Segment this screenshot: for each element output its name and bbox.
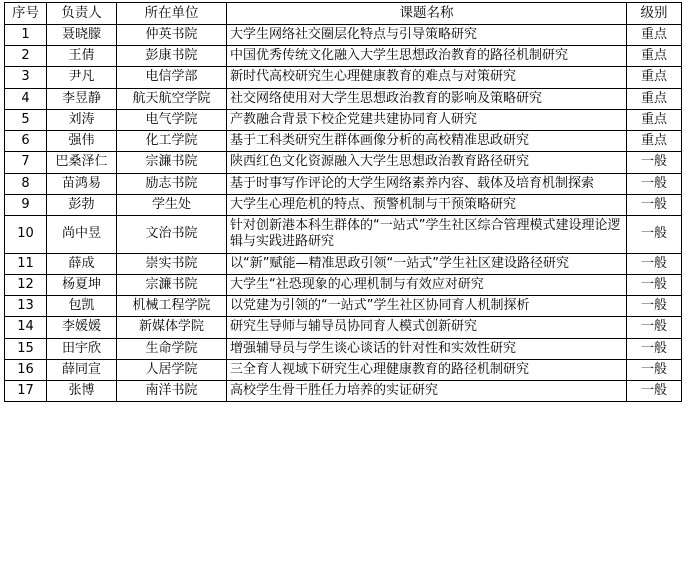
cell-level: 重点 [627,24,682,45]
cell-level: 一般 [627,173,682,194]
cell-level: 重点 [627,46,682,67]
cell-seq: 2 [5,46,47,67]
cell-level: 一般 [627,194,682,215]
cell-title: 增强辅导员与学生谈心谈话的针对性和实效性研究 [227,338,627,359]
table-row [5,24,682,45]
cell-level: 一般 [627,338,682,359]
cell-title: 针对创新港本科生群体的“一站式”学生社区综合管理模式建设理论逻辑与实践进路研究 [227,216,627,254]
cell-name: 薛成 [47,253,117,274]
cell-level: 重点 [627,109,682,130]
cell-unit: 宗濂书院 [117,274,227,295]
cell-title: 高校学生骨干胜任力培养的实证研究 [227,381,627,402]
cell-title: 三全育人视域下研究生心理健康教育的路径机制研究 [227,359,627,380]
table-row [5,152,682,173]
table-row [5,109,682,130]
cell-unit: 崇实书院 [117,253,227,274]
cell-name: 巴桑泽仁 [47,152,117,173]
cell-name: 张博 [47,381,117,402]
cell-title: 大学生心理危机的特点、预警机制与干预策略研究 [227,194,627,215]
cell-name: 杨夏坤 [47,274,117,295]
cell-level: 一般 [627,296,682,317]
cell-title: 研究生导师与辅导员协同育人模式创新研究 [227,317,627,338]
cell-name: 王倩 [47,46,117,67]
column-header-name: 负责人 [47,3,117,25]
cell-name: 尚中昱 [47,216,117,254]
cell-title: 以党建为引领的“一站式”学生社区协同育人机制探析 [227,296,627,317]
table-row [5,359,682,380]
cell-name: 包凯 [47,296,117,317]
table-row [5,317,682,338]
document-page [0,2,687,567]
column-header-level: 级别 [627,3,682,25]
cell-level: 一般 [627,216,682,254]
cell-unit: 生命学院 [117,338,227,359]
cell-unit: 学生处 [117,194,227,215]
table-row [5,88,682,109]
cell-level: 一般 [627,152,682,173]
cell-title: 基于时事写作评论的大学生网络素养内容、载体及培育机制探索 [227,173,627,194]
cell-title: 以“新”赋能—精准思政引领“一站式”学生社区建设路径研究 [227,253,627,274]
cell-level: 重点 [627,67,682,88]
cell-title: 产教融合背景下校企党建共建协同育人研究 [227,109,627,130]
table-row [5,296,682,317]
cell-unit: 机械工程学院 [117,296,227,317]
cell-seq: 6 [5,131,47,152]
table-row [5,131,682,152]
cell-level: 一般 [627,317,682,338]
cell-title: 陕西红色文化资源融入大学生思想政治教育路径研究 [227,152,627,173]
table-row [5,274,682,295]
cell-level: 一般 [627,359,682,380]
cell-unit: 新媒体学院 [117,317,227,338]
cell-title: 中国优秀传统文化融入大学生思想政治教育的路径机制研究 [227,46,627,67]
cell-name: 彭勃 [47,194,117,215]
cell-seq: 11 [5,253,47,274]
cell-name: 田宇欣 [47,338,117,359]
cell-seq: 16 [5,359,47,380]
cell-unit: 励志书院 [117,173,227,194]
cell-seq: 14 [5,317,47,338]
cell-unit: 化工学院 [117,131,227,152]
cell-seq: 5 [5,109,47,130]
cell-name: 李媛媛 [47,317,117,338]
cell-level: 一般 [627,253,682,274]
table-row [5,381,682,402]
cell-unit: 南洋书院 [117,381,227,402]
cell-level: 重点 [627,131,682,152]
cell-seq: 15 [5,338,47,359]
table-row [5,173,682,194]
cell-seq: 4 [5,88,47,109]
column-header-seq: 序号 [5,3,47,25]
table-header [5,3,682,25]
cell-name: 李昱静 [47,88,117,109]
cell-seq: 17 [5,381,47,402]
cell-unit: 电信学部 [117,67,227,88]
table-row [5,67,682,88]
cell-seq: 7 [5,152,47,173]
cell-name: 苗鸿易 [47,173,117,194]
table-row [5,216,682,254]
cell-unit: 人居学院 [117,359,227,380]
table-body [5,24,682,402]
cell-title: 社交网络使用对大学生思想政治教育的影响及策略研究 [227,88,627,109]
cell-title: 大学生网络社交圈层化特点与引导策略研究 [227,24,627,45]
cell-unit: 宗濂书院 [117,152,227,173]
cell-name: 聂晓朦 [47,24,117,45]
cell-seq: 12 [5,274,47,295]
table-row [5,194,682,215]
cell-title: 大学生“社恐现象的心理机制与有效应对研究 [227,274,627,295]
column-header-title: 课题名称 [227,3,627,25]
cell-seq: 10 [5,216,47,254]
cell-seq: 3 [5,67,47,88]
table-row [5,338,682,359]
cell-level: 一般 [627,274,682,295]
cell-name: 强伟 [47,131,117,152]
cell-unit: 彭康书院 [117,46,227,67]
cell-unit: 电气学院 [117,109,227,130]
table-row [5,253,682,274]
cell-seq: 1 [5,24,47,45]
table-row [5,46,682,67]
cell-name: 薛同宣 [47,359,117,380]
research-projects-table [4,2,682,402]
cell-level: 重点 [627,88,682,109]
cell-unit: 仲英书院 [117,24,227,45]
cell-name: 尹凡 [47,67,117,88]
cell-name: 刘涛 [47,109,117,130]
cell-level: 一般 [627,381,682,402]
column-header-unit: 所在单位 [117,3,227,25]
cell-title: 基于工科类研究生群体画像分析的高校精准思政研究 [227,131,627,152]
cell-seq: 8 [5,173,47,194]
cell-title: 新时代高校研究生心理健康教育的难点与对策研究 [227,67,627,88]
cell-seq: 9 [5,194,47,215]
cell-unit: 文治书院 [117,216,227,254]
cell-unit: 航天航空学院 [117,88,227,109]
cell-seq: 13 [5,296,47,317]
table-header-row [5,3,682,25]
